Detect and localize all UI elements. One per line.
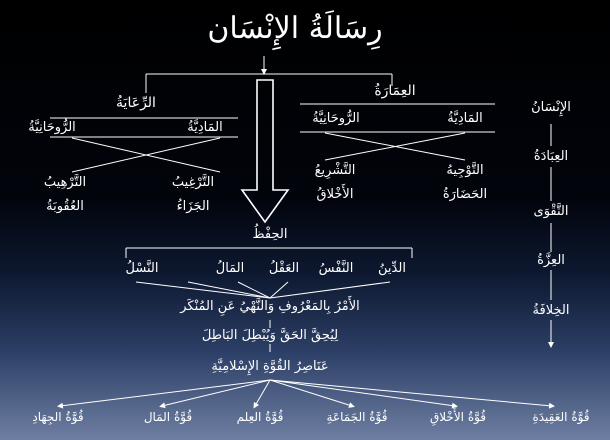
power-item-community: قُوَّةُ الجَمَاعَةِ <box>326 410 388 424</box>
power-item-knowledge: قُوَّةُ العِلم <box>236 410 284 424</box>
sequence-item-piety: التَّقْوَى <box>533 204 569 219</box>
fan-line-1 <box>136 282 270 298</box>
power-arrow-6 <box>60 380 270 406</box>
power-arrow-5 <box>162 380 270 406</box>
left-branch-heading: الرِّعَايَةُ <box>116 95 156 111</box>
right-branch-heading: العِمَارَةُ <box>374 83 416 99</box>
truth-prevail-line: لِيُحِقَّ الحَقَّ وَيُبْطِلَ البَاطِلَ <box>201 328 339 343</box>
preservation-item-self: النَّفْسُ <box>318 261 354 276</box>
sequence-item-human: الإِنْسَانُ <box>531 100 571 115</box>
right-spiritual-label: الرُّوحَانِيَّةُ <box>312 111 360 126</box>
power-item-jihad: قُوَّةُ الجِهَادِ <box>32 410 84 424</box>
right-material-label: المَادِيَّةُ <box>447 111 483 126</box>
power-item-creed: قُوَّةُ العَقِيدَةِ <box>532 410 590 424</box>
right-guidance-label: التَّوْجِيهُ <box>446 163 484 178</box>
power-arrow-2 <box>270 380 455 406</box>
enjoining-good-line: الأَمْرُ بِالمَعْرُوفِ وَالنَّهْيُ عَنِ المُنْكَر <box>180 299 360 314</box>
preservation-item-mind: العَقْلُ <box>268 261 300 276</box>
big-down-arrow <box>242 80 288 222</box>
fan-line-5 <box>270 282 390 298</box>
sequence-item-stewardship: الخِلافَةُ <box>532 303 570 318</box>
preservation-heading: الحِفْظُ <box>252 227 288 242</box>
preservation-item-lineage: النَّسْلُ <box>125 261 159 276</box>
left-encouragement-label: التَّرْغِيبُ <box>171 175 215 190</box>
left-reward-label: الجَزَاءُ <box>176 199 210 214</box>
power-arrow-4 <box>255 380 270 406</box>
left-deterrence-label: التَّرْهِيبُ <box>43 175 87 190</box>
elements-of-power-line: عَنَاصِرُ القُوَّةِ الإِسْلامِيَّةِ <box>211 359 329 374</box>
sequence-item-worship: العِبَادَةُ <box>533 149 569 164</box>
left-spiritual-label: الرُّوحَانِيَّةُ <box>28 120 76 135</box>
right-civilization-label: الحَضَارَةُ <box>442 187 488 202</box>
right-legislation-label: التَّشْرِيعُ <box>314 163 356 178</box>
page-title: رِسَالَةُ الإِنْسَان <box>207 11 383 46</box>
left-material-label: المَادِيَّةُ <box>187 120 223 135</box>
right-morals-label: الأَخْلاقُ <box>316 187 354 202</box>
preservation-item-religion: الدِّينُ <box>378 261 406 276</box>
power-item-wealth: قُوَّةُ المَال <box>143 410 193 424</box>
left-punishment-label: العُقُوبَةُ <box>46 199 84 214</box>
power-item-morals: قُوَّةُ الأَخْلاقِ <box>429 410 487 424</box>
sequence-item-dignity: العِزَّةُ <box>537 253 565 268</box>
preservation-item-wealth: المَالُ <box>215 261 245 276</box>
